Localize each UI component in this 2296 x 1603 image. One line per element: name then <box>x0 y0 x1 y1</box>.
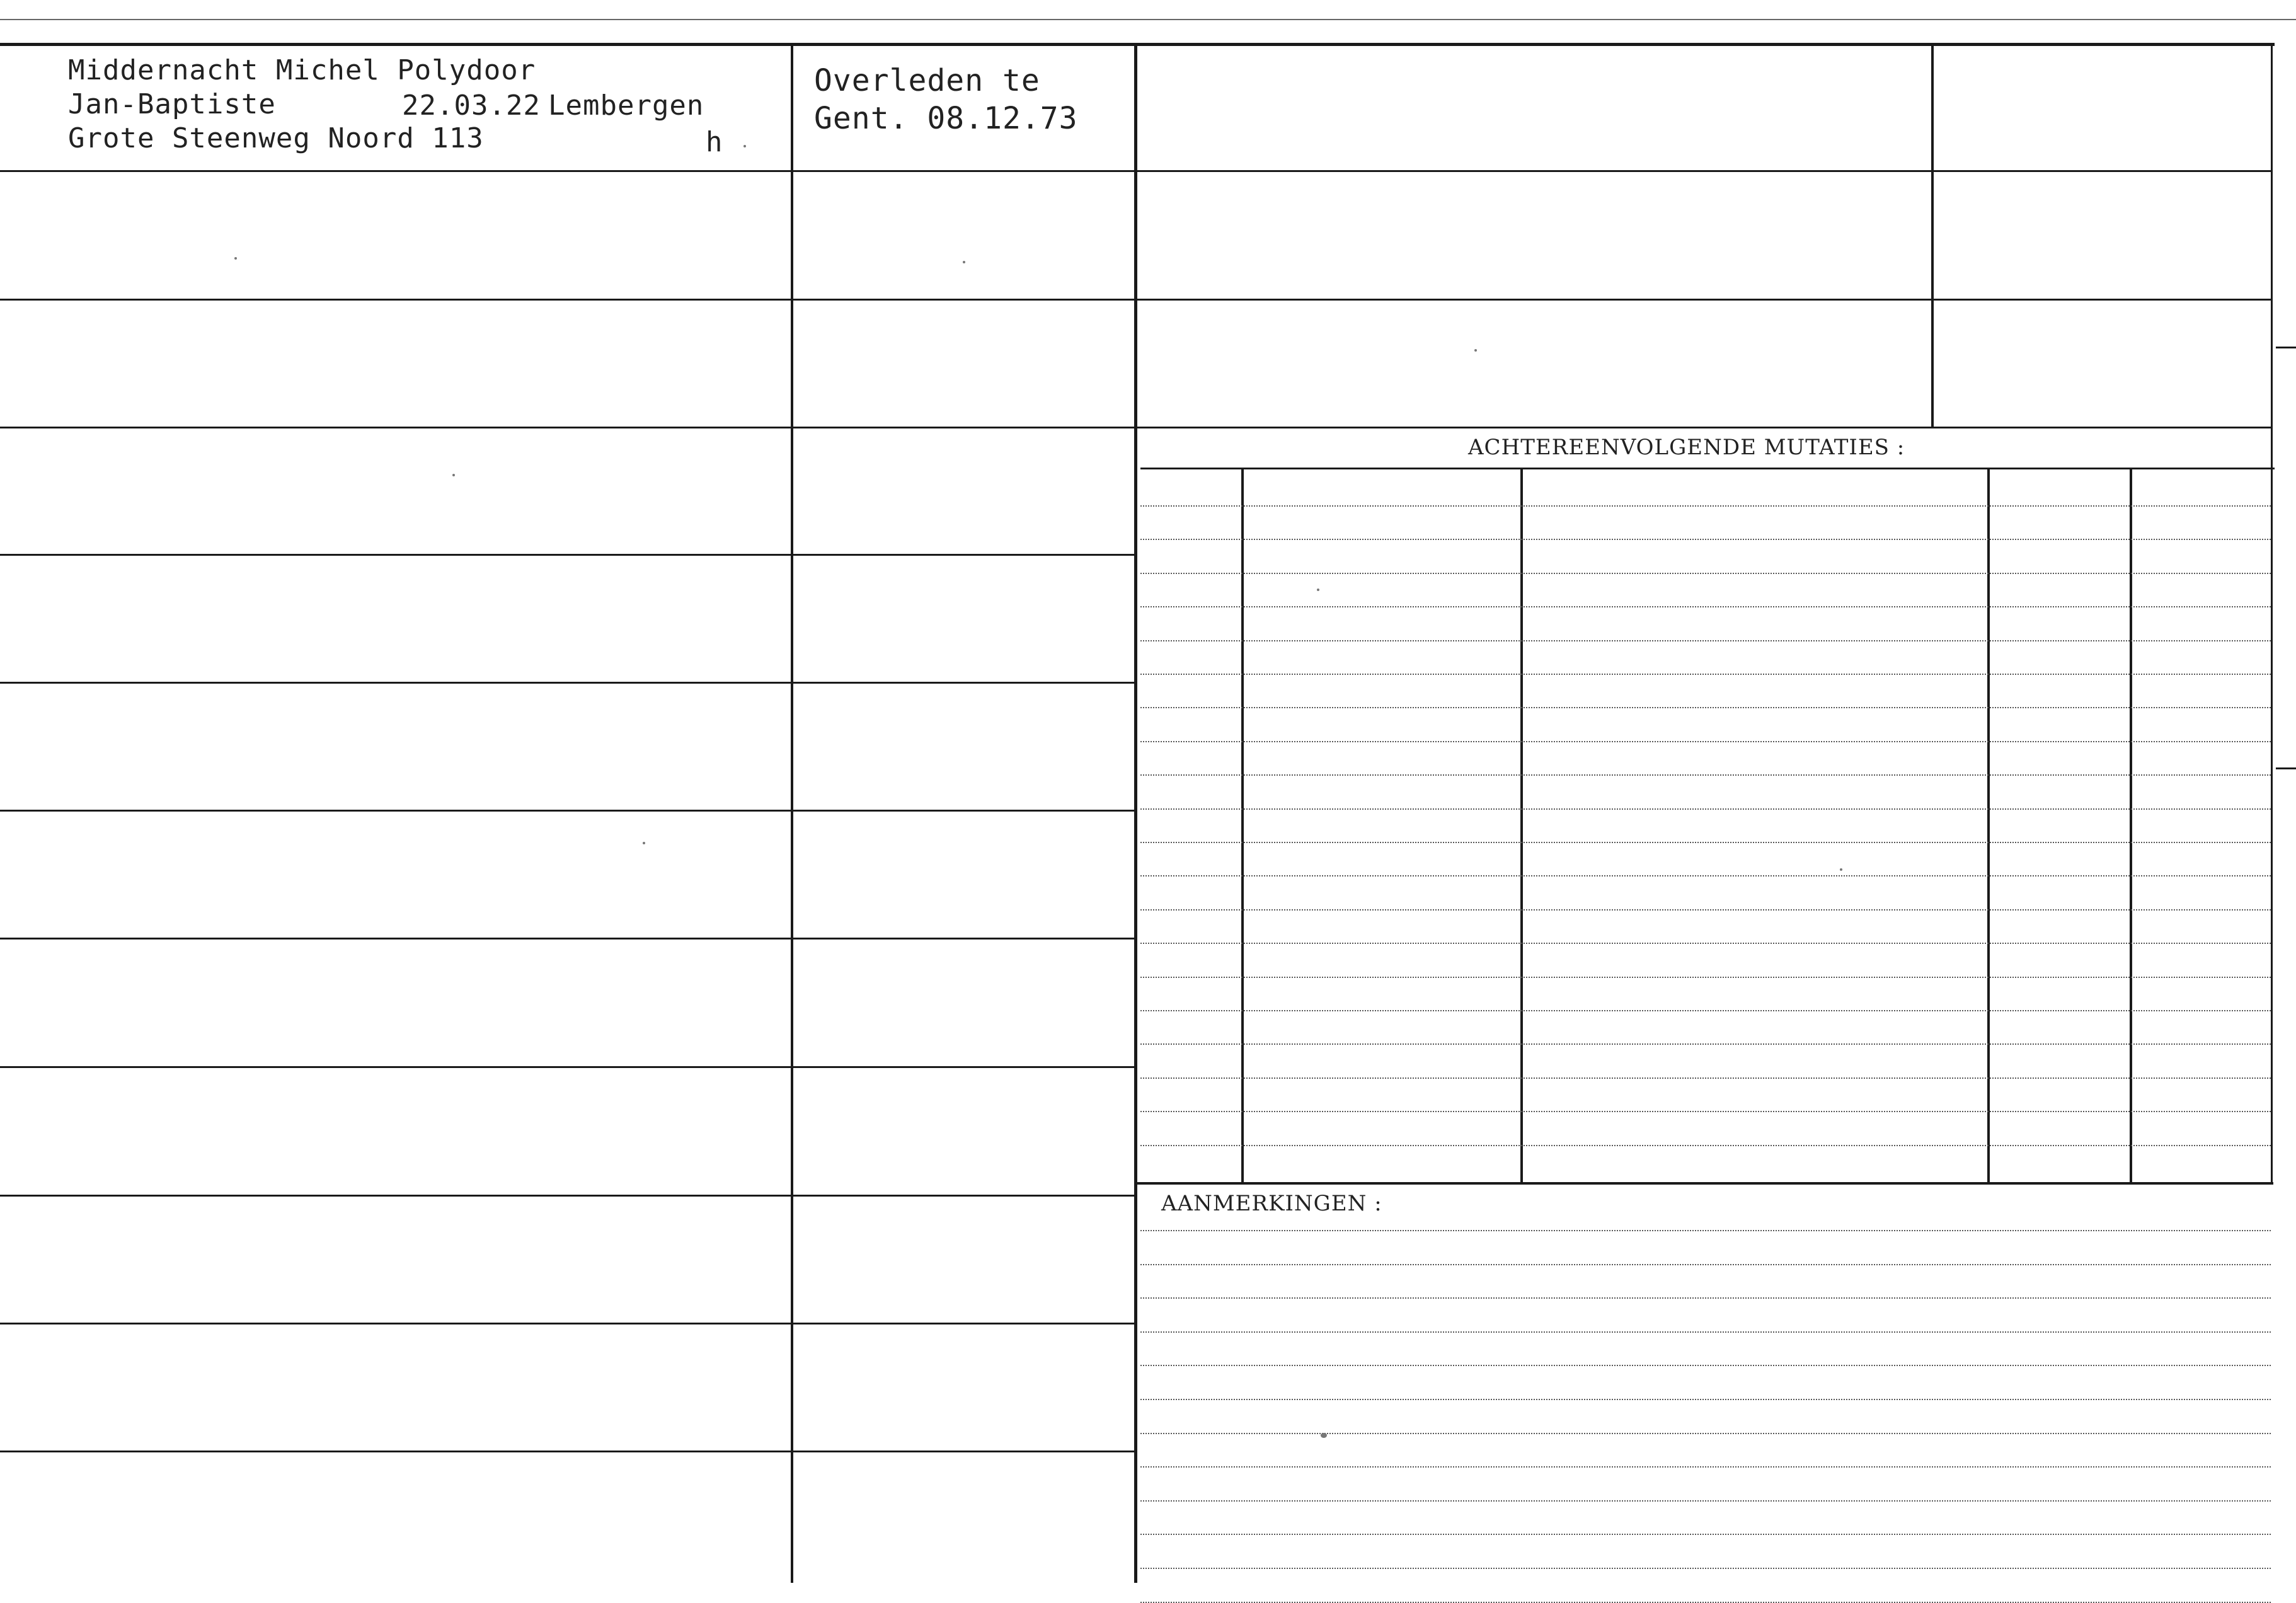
birth-place: Lembergen <box>548 89 704 122</box>
mutations-ruled-line <box>1140 875 2271 876</box>
mutations-ruled-line <box>1140 707 2271 708</box>
name-line: Middernacht Michel Polydoor <box>68 54 536 86</box>
notes-heading: AANMERKINGEN : <box>1161 1191 1382 1216</box>
scan-speck <box>1321 1433 1327 1438</box>
birth-date: 22.03.22 <box>402 89 541 122</box>
mutations-table-top <box>1140 468 2275 469</box>
mutations-column-divider <box>2130 469 2132 1182</box>
column-divider-left <box>791 45 793 1583</box>
mutations-table-bottom <box>1137 1182 2273 1185</box>
notes-ruled-line <box>1140 1466 2271 1468</box>
mutations-ruled-line <box>1140 640 2271 641</box>
row-line <box>0 682 1134 684</box>
mutations-ruled-line <box>1140 741 2271 742</box>
mutations-ruled-line <box>1140 808 2271 810</box>
mutations-ruled-line <box>1140 774 2271 776</box>
scan-speck <box>1840 868 1842 871</box>
scan-speck <box>963 261 965 263</box>
mutations-column-divider <box>1987 469 1990 1182</box>
row-line <box>0 810 1134 812</box>
row-line <box>1137 299 2271 301</box>
column-divider-middle <box>1134 45 1137 1583</box>
mutations-ruled-line <box>1140 977 2271 978</box>
row-line <box>0 1323 1134 1324</box>
notes-ruled-line <box>1140 1602 2271 1603</box>
sex-marker: h <box>706 126 723 158</box>
card-right-border <box>2271 45 2273 1183</box>
scan-speck <box>452 474 455 476</box>
column-divider-right-top <box>1931 45 1934 427</box>
notes-ruled-line <box>1140 1534 2271 1535</box>
remark-date-line: Gent. 08.12.73 <box>814 101 1078 136</box>
mutations-heading: ACHTEREENVOLGENDE MUTATIES : <box>1468 435 1905 460</box>
row-line <box>0 554 1134 556</box>
mutations-ruled-line <box>1140 1043 2271 1045</box>
mutations-ruled-line <box>1140 505 2271 507</box>
margin-tick <box>2276 347 2296 348</box>
row-line <box>1137 427 2271 428</box>
mutations-ruled-line <box>1140 1010 2271 1011</box>
top-edge <box>0 19 2296 20</box>
row-line <box>1137 170 2271 172</box>
mutations-ruled-line <box>1140 1145 2271 1146</box>
notes-ruled-line <box>1140 1230 2271 1231</box>
mutations-ruled-line <box>1140 539 2271 540</box>
scan-speck <box>234 257 237 260</box>
notes-ruled-line <box>1140 1433 2271 1434</box>
row-line <box>0 1066 1134 1068</box>
mutations-ruled-line <box>1140 573 2271 574</box>
mutations-column-divider <box>1241 469 1244 1182</box>
mutations-ruled-line <box>1140 943 2271 944</box>
row-line <box>0 1451 1134 1452</box>
row-line <box>0 299 1134 301</box>
mutations-ruled-line <box>1140 909 2271 911</box>
notes-ruled-line <box>1140 1500 2271 1502</box>
notes-ruled-line <box>1140 1365 2271 1366</box>
notes-ruled-line <box>1140 1297 2271 1299</box>
row-line <box>0 1195 1134 1197</box>
remark-line: Overleden te <box>814 63 1040 98</box>
scan-speck <box>1317 589 1319 591</box>
notes-ruled-line <box>1140 1399 2271 1400</box>
scan-speck <box>643 842 645 844</box>
scan-speck <box>743 145 746 147</box>
mutations-ruled-line <box>1140 1111 2271 1112</box>
row-line <box>0 427 1134 428</box>
notes-ruled-line <box>1140 1568 2271 1569</box>
given-name-line: Jan-Baptiste <box>68 88 276 120</box>
mutations-ruled-line <box>1140 842 2271 843</box>
margin-tick <box>2276 767 2296 769</box>
mutations-ruled-line <box>1140 1077 2271 1079</box>
mutations-column-divider <box>1520 469 1523 1182</box>
row-line <box>0 170 1134 172</box>
row-line <box>0 938 1134 939</box>
mutations-ruled-line <box>1140 674 2271 675</box>
notes-ruled-line <box>1140 1331 2271 1333</box>
notes-ruled-line <box>1140 1264 2271 1265</box>
mutations-ruled-line <box>1140 606 2271 607</box>
scan-speck <box>1474 349 1477 352</box>
address-line: Grote Steenweg Noord 113 <box>68 122 484 154</box>
